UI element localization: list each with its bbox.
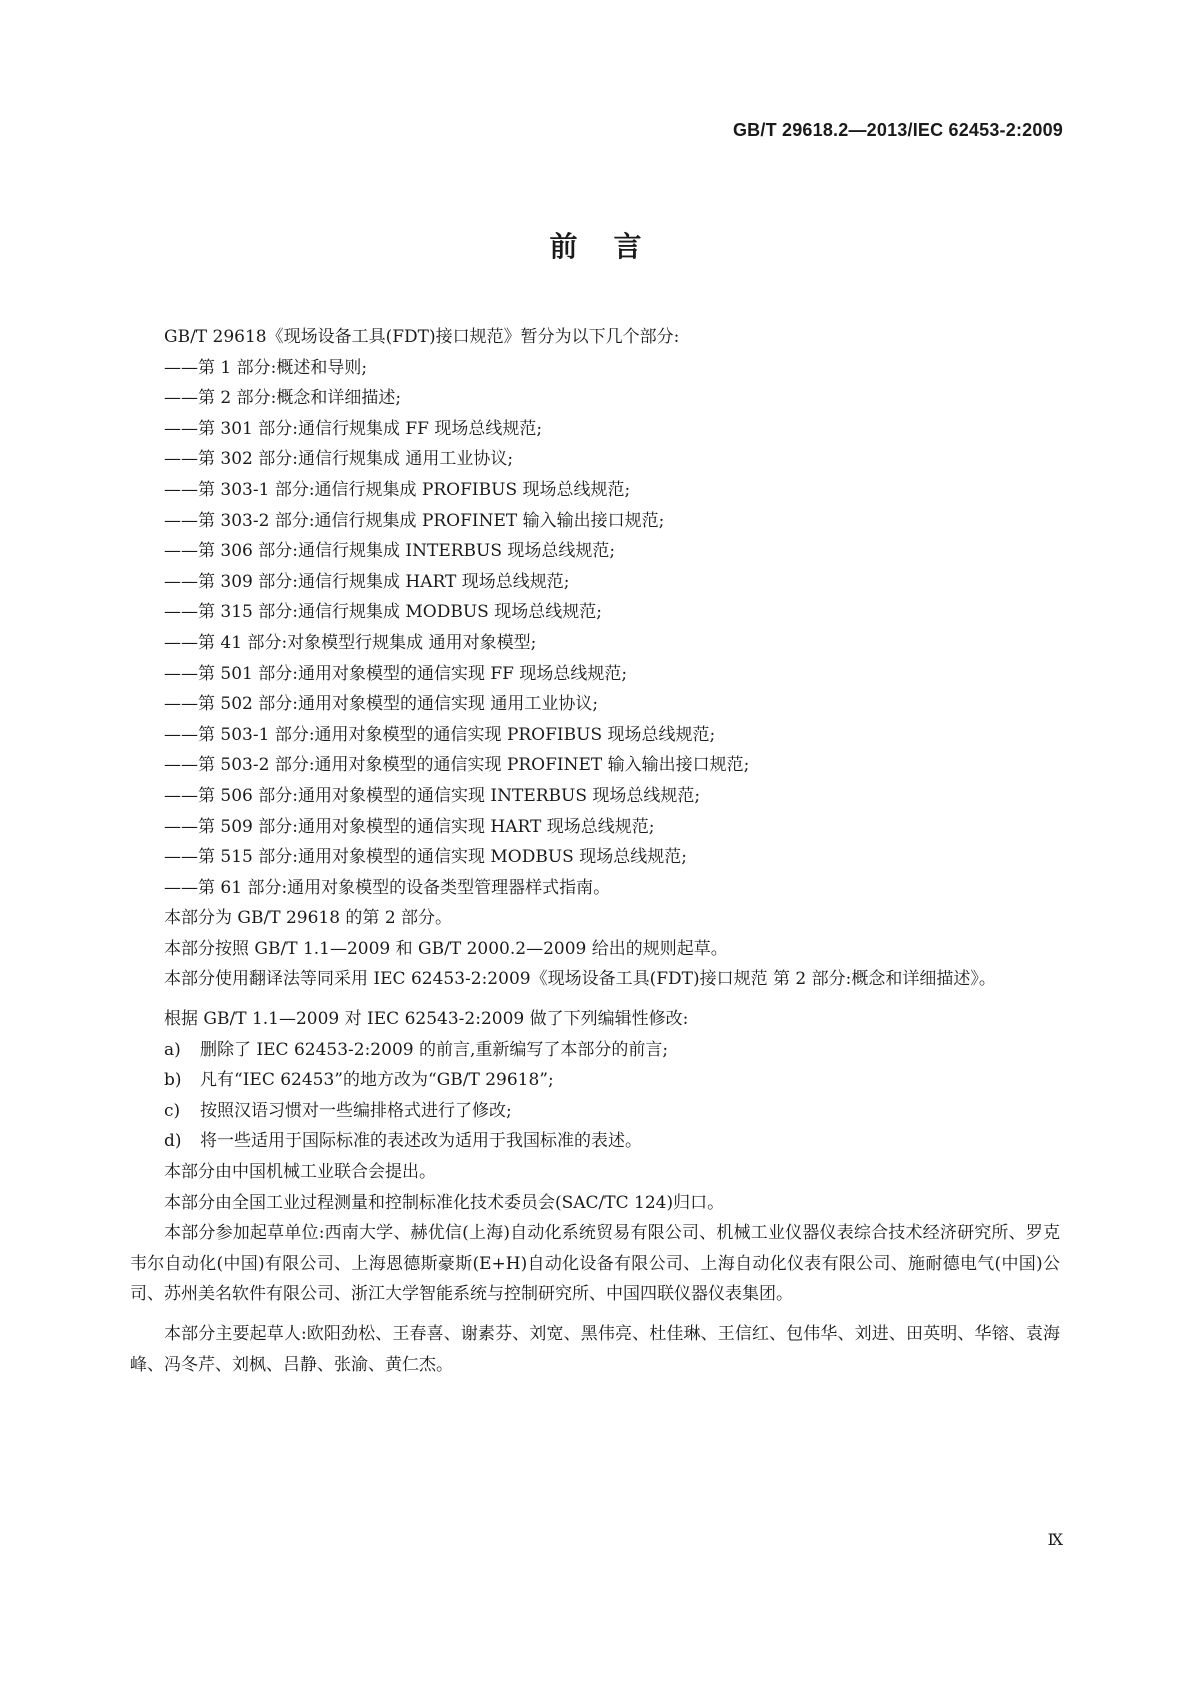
edit-item [130, 1126, 1060, 1157]
page-title: 前言 [549, 230, 678, 263]
page-number: Ⅸ [1047, 1530, 1063, 1549]
part-item: ——第 61 部分:通用对象模型的设备类型管理器样式指南。 [164, 877, 611, 898]
part-item: ——第 502 部分:通用对象模型的通信实现 通用工业协议; [164, 694, 599, 715]
part-item: ——第 515 部分:通用对象模型的通信实现 MODBUS 现场总线规范; [164, 847, 687, 868]
edits-list [130, 1035, 1060, 1157]
part-item: ——第 506 部分:通用对象模型的通信实现 INTERBUS 现场总线规范; [164, 785, 701, 806]
translation-paragraph: 本部分使用翻译法等同采用 IEC 62453-2:2009《现场设备工具(FDT)接口规范 第 2 部分:概念和详细描述》。 [164, 969, 996, 990]
drafting-rules-paragraph: 本部分按照 GB/T 1.1—2009 和 GB/T 2000.2—2009 给出的规则起草。 [164, 938, 728, 959]
part-item: ——第 2 部分:概念和详细描述; [164, 388, 402, 409]
foreword-body [130, 322, 1060, 1380]
part-item: ——第 306 部分:通信行规集成 INTERBUS 现场总线规范; [164, 541, 616, 562]
part-item: ——第 315 部分:通信行规集成 MODBUS 现场总线规范; [164, 602, 602, 623]
part-item: ——第 501 部分:通用对象模型的通信实现 FF 现场总线规范; [164, 663, 628, 684]
edit-item-marker: c) [164, 1100, 181, 1121]
edit-item-marker: a) [164, 1039, 181, 1060]
edit-item-text: 按照汉语习惯对一些编排格式进行了修改; [200, 1100, 512, 1121]
part-of-paragraph: 本部分为 GB/T 29618 的第 2 部分。 [164, 908, 453, 929]
part-item: ——第 503-2 部分:通用对象模型的通信实现 PROFINET 输入输出接口规范; [164, 755, 750, 776]
edit-item-text: 删除了 IEC 62453-2:2009 的前言,重新编写了本部分的前言; [200, 1039, 669, 1060]
part-item: ——第 509 部分:通用对象模型的通信实现 HART 现场总线规范; [164, 816, 655, 837]
edit-item [130, 1065, 1060, 1096]
part-item: ——第 1 部分:概述和导则; [164, 357, 368, 378]
edit-item [130, 1096, 1060, 1127]
edits-intro-paragraph: 根据 GB/T 1.1—2009 对 IEC 62543-2:2009 做了下列编辑性修改: [164, 1009, 689, 1030]
document-code-header: GB/T 29618.2—2013/IEC 62453-2:2009 [732, 120, 1063, 140]
edit-item-text: 凡有“IEC 62453”的地方改为“GB/T 29618”; [200, 1070, 554, 1091]
part-item: ——第 503-1 部分:通用对象模型的通信实现 PROFIBUS 现场总线规范; [164, 724, 716, 745]
part-item: ——第 303-2 部分:通信行规集成 PROFINET 输入输出接口规范; [164, 510, 665, 531]
edit-item-marker: d) [164, 1131, 182, 1152]
intro-paragraph: GB/T 29618《现场设备工具(FDT)接口规范》暂分为以下几个部分: [164, 327, 680, 347]
part-item: ——第 302 部分:通信行规集成 通用工业协议; [164, 449, 514, 470]
drafters-paragraph: 本部分主要起草人:欧阳劲松、王春喜、谢素芬、刘宽、黑伟亮、杜佳琳、王信红、包伟华、刘进、田英明、华镕、袁海峰、冯冬芹、刘枫、吕静、张渝、黄仁杰。 [130, 1324, 1060, 1375]
edit-item [130, 1035, 1060, 1066]
part-item: ——第 301 部分:通信行规集成 FF 现场总线规范; [164, 418, 543, 439]
part-item: ——第 41 部分:对象模型行规集成 通用对象模型; [164, 632, 537, 653]
parts-list [130, 353, 1060, 904]
edit-item-marker: b) [164, 1070, 182, 1091]
edit-item-text: 将一些适用于国际标准的表述改为适用于我国标准的表述。 [200, 1131, 642, 1152]
proposed-by-paragraph: 本部分由中国机械工业联合会提出。 [164, 1162, 436, 1183]
drafting-units-paragraph: 本部分参加起草单位:西南大学、赫优信(上海)自动化系统贸易有限公司、机械工业仪器仪表综合技术经济研究所、罗克韦尔自动化(中国)有限公司、上海恩德斯豪斯(E+H)自动化设备有限公司、上海自动化仪表有限公司、施耐德电气(中国)公司、苏州美名软件有限公司、浙江大学智能系统与控制研究所、中国四联仪器仪表集团。 [130, 1223, 1060, 1305]
part-item: ——第 309 部分:通信行规集成 HART 现场总线规范; [164, 571, 570, 592]
centralized-by-paragraph: 本部分由全国工业过程测量和控制标准化技术委员会(SAC/TC 124)归口。 [164, 1192, 725, 1213]
part-item: ——第 303-1 部分:通信行规集成 PROFIBUS 现场总线规范; [164, 479, 631, 500]
